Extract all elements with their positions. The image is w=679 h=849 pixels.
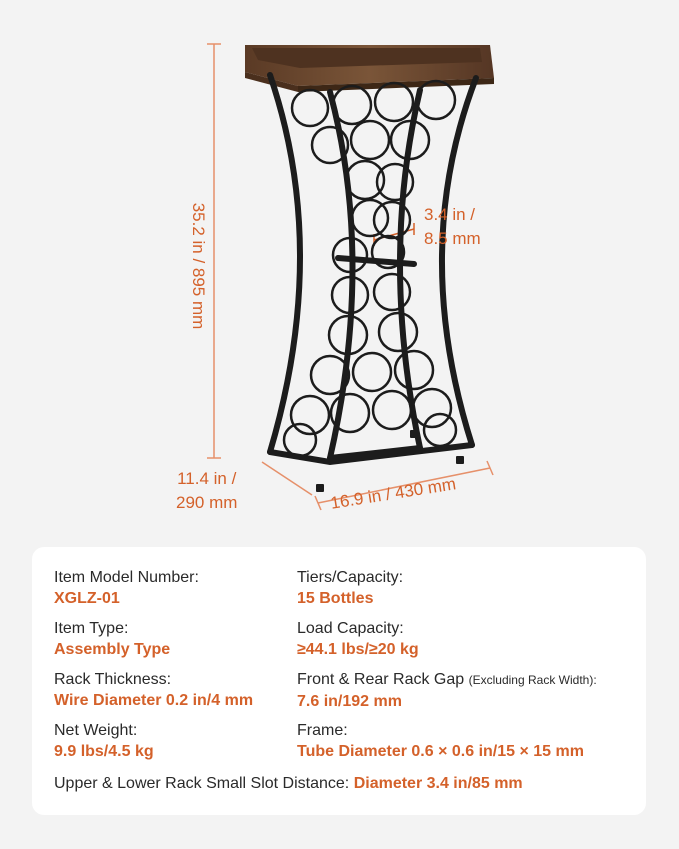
spec-gap-note: (Excluding Rack Width): xyxy=(468,673,597,687)
spec-weight-value: 9.9 lbs/4.5 kg xyxy=(54,743,154,760)
spec-thickness xyxy=(54,669,253,711)
depth-dimension-line xyxy=(262,462,312,495)
bottle-rings xyxy=(284,81,456,456)
depth-dimension-label xyxy=(176,467,237,515)
spec-tiers xyxy=(297,567,403,609)
spec-type-label: Item Type: xyxy=(54,620,129,637)
spec-slot-label: Upper & Lower Rack Small Slot Distance: xyxy=(54,775,350,792)
spec-gap-label-row xyxy=(297,669,597,691)
spec-thickness-value: Wire Diameter 0.2 in/4 mm xyxy=(54,692,254,709)
depth-dimension-line2: 290 mm xyxy=(176,493,238,512)
height-dimension-label: 35.2 in / 895 mm xyxy=(189,202,208,330)
spec-weight xyxy=(54,720,154,762)
gap-dimension-line2: 8.5 mm xyxy=(424,229,481,248)
depth-dimension-line1: 11.4 in / xyxy=(177,469,237,488)
spec-card xyxy=(32,547,646,815)
spec-model-value: XGLZ-01 xyxy=(54,590,120,607)
spec-frame-value: Tube Diameter 0.6 × 0.6 in/15 × 15 mm xyxy=(297,743,584,760)
wooden-tray xyxy=(245,45,494,92)
spec-gap-value: 7.6 in/192 mm xyxy=(297,693,402,710)
spec-load-label: Load Capacity: xyxy=(297,620,404,637)
spec-slot-value: Diameter 3.4 in/85 mm xyxy=(353,775,523,792)
spec-model-label: Item Model Number: xyxy=(54,569,199,586)
spec-load xyxy=(297,618,419,660)
spec-type-value: Assembly Type xyxy=(54,641,171,658)
spec-gap xyxy=(297,669,597,712)
spec-frame xyxy=(297,720,584,762)
spec-type xyxy=(54,618,170,660)
width-dimension-label: 16.9 in / 430 mm xyxy=(329,474,458,513)
gap-dimension-label xyxy=(424,203,481,251)
spec-weight-label: Net Weight: xyxy=(54,722,138,739)
spec-gap-label: Front & Rear Rack Gap xyxy=(297,671,465,688)
gap-dimension-line1: 3.4 in / xyxy=(424,205,476,224)
spec-model xyxy=(54,567,199,609)
spec-load-value: ≥44.1 lbs/≥20 kg xyxy=(297,641,419,658)
spec-thickness-label: Rack Thickness: xyxy=(54,671,172,688)
spec-slot xyxy=(54,773,523,794)
spec-frame-label: Frame: xyxy=(297,722,348,739)
spec-tiers-value: 15 Bottles xyxy=(297,590,374,607)
spec-tiers-label: Tiers/Capacity: xyxy=(297,569,404,586)
